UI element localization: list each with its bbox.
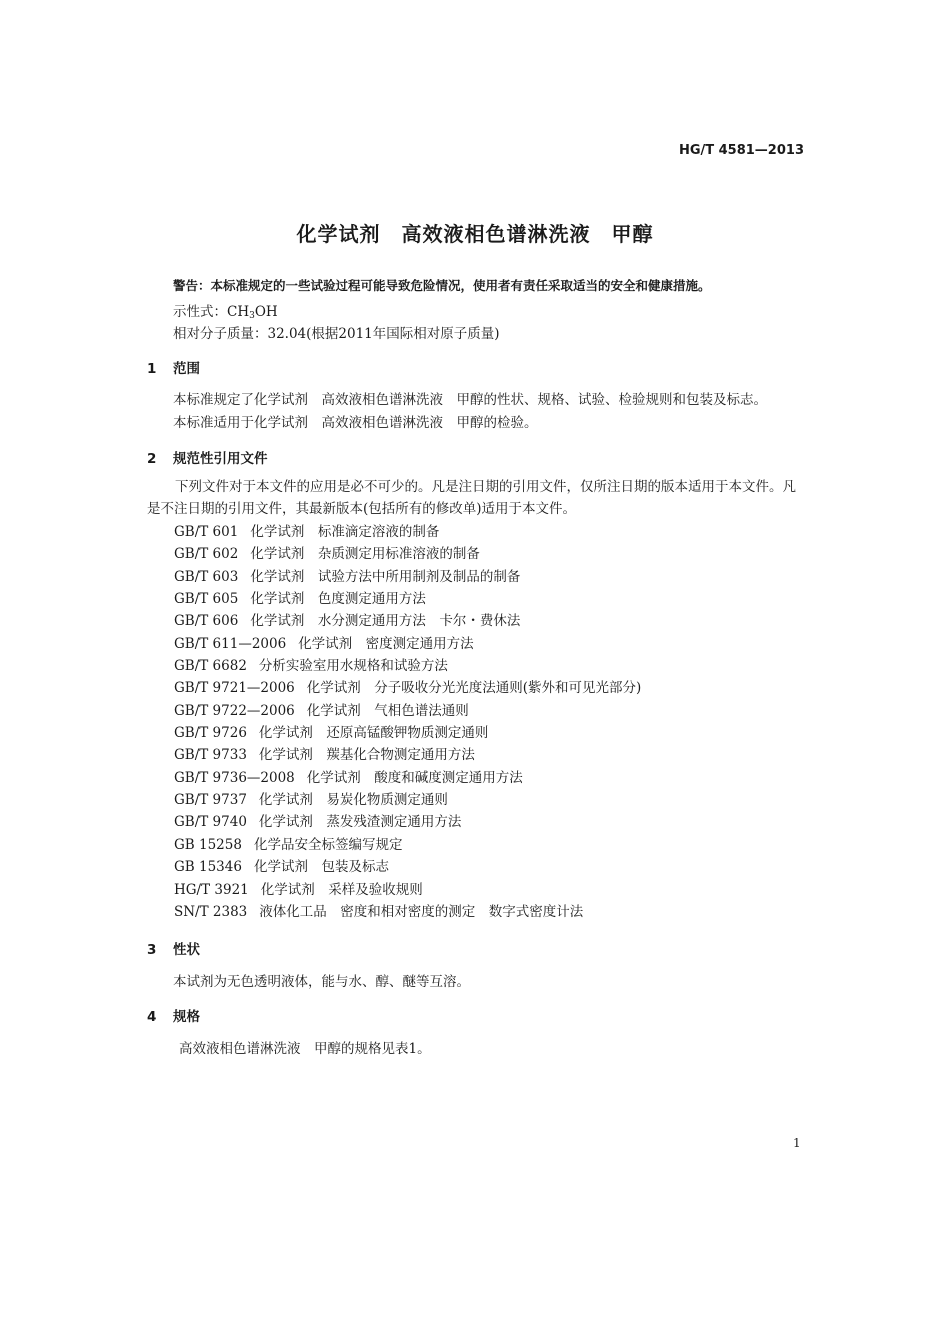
reference-item [174,856,641,878]
structural-formula [173,300,278,321]
reference-item [174,744,641,766]
reference-item [174,610,641,632]
formula-label: 示性式： [173,304,227,320]
section-title: 规格 [173,1009,200,1025]
reference-code: GB/T 9726 [174,725,247,742]
formula-tail: OH [254,304,278,320]
reference-code: GB/T 611—2006 [174,635,287,652]
reference-title: 化学试剂 水分测定通用方法 卡尔・费休法 [250,613,521,630]
reference-code: GB/T 606 [174,613,239,630]
reference-code: GB 15346 [174,859,242,876]
reference-item [174,834,641,856]
reference-code: GB/T 9740 [174,814,247,831]
reference-title: 化学试剂 杂质测定用标准溶液的制备 [250,546,480,563]
reference-title: 化学试剂 酸度和碱度测定通用方法 [306,769,523,786]
reference-item [174,811,641,833]
reference-title: 化学试剂 分子吸收分光光度法通则(紫外和可见光部分) [306,680,642,697]
section-heading-specifications [147,1005,200,1025]
section-title: 性状 [173,942,200,958]
section-number: 3 [147,942,157,958]
reference-title: 化学试剂 试验方法中所用制剂及制品的制备 [250,568,521,585]
section-heading-properties [147,938,200,958]
reference-title: 化学试剂 密度测定通用方法 [298,635,474,652]
reference-title: 化学试剂 还原高锰酸钾物质测定通则 [258,725,489,742]
properties-line: 本试剂为无色透明液体，能与水、醇、醚等互溶。 [173,974,470,990]
document-title: 化学试剂 高效液相色谱淋洗液 甲醇 [296,222,654,246]
reference-item [174,879,641,901]
reference-code: GB/T 601 [174,524,239,540]
reference-code: GB/T 602 [174,546,239,563]
reference-item [174,655,641,677]
section-heading-scope [147,357,200,377]
reference-code: GB/T 9722—2006 [174,702,295,719]
reference-item [174,789,641,811]
reference-code: GB/T 6682 [174,658,247,675]
reference-item [174,901,641,923]
reference-title: 分析实验室用水规格和试验方法 [258,658,448,675]
reference-code: HG/T 3921 [174,881,249,898]
reference-title: 化学试剂 标准滴定溶液的制备 [250,524,440,540]
reference-code: GB/T 605 [174,591,239,608]
reference-title: 化学试剂 气相色谱法通则 [306,702,469,719]
reference-code: GB/T 9736—2008 [174,769,295,786]
reference-item [174,767,641,789]
reference-title: 化学试剂 包装及标志 [253,859,389,876]
section-number: 2 [147,451,157,467]
formula-main: CH [227,304,250,320]
section-number: 1 [147,361,157,377]
formula-subscript: 3 [249,311,255,321]
reference-title: 液体化工品 密度和相对密度的测定 数字式密度计法 [259,903,584,920]
safety-warning: 警告：本标准规定的一些试验过程可能导致危险情况，使用者有责任采取适当的安全和健康措施。 [173,278,711,293]
page-number: 1 [793,1136,801,1150]
reference-title: 化学品安全标签编写规定 [253,836,403,853]
reference-code: GB 15258 [174,836,242,853]
reference-item [174,677,641,699]
scope-line-2: 本标准适用于化学试剂 高效液相色谱淋洗液 甲醇的检验。 [173,415,538,431]
reference-list [174,521,641,923]
reference-title: 化学试剂 采样及验收规则 [260,881,423,898]
standard-code: HG/T 4581—2013 [678,143,804,158]
reference-item [174,588,641,610]
reference-item [174,566,641,588]
reference-title: 化学试剂 色度测定通用方法 [250,591,426,608]
reference-code: GB/T 9721—2006 [174,680,295,697]
reference-item [174,633,641,655]
reference-code: GB/T 603 [174,568,239,585]
reference-title: 化学试剂 羰基化合物测定通用方法 [258,747,475,764]
section-title: 范围 [173,361,200,377]
molar-mass: 相对分子质量：32.04(根据2011年国际相对原子质量) [173,326,500,342]
scope-line-1: 本标准规定了化学试剂 高效液相色谱淋洗液 甲醇的性状、规格、试验、检验规则和包装及标志。 [173,392,767,408]
reference-title: 化学试剂 蒸发残渣测定通用方法 [258,814,462,831]
section-number: 4 [147,1009,157,1025]
reference-code: GB/T 9737 [174,792,247,809]
reference-code: SN/T 2383 [174,903,248,920]
specifications-line: 高效液相色谱淋洗液 甲醇的规格见表1。 [179,1041,431,1057]
reference-item [174,722,641,744]
section-title: 规范性引用文件 [173,451,268,467]
section-heading-normative-references [147,447,268,467]
reference-code: GB/T 9733 [174,747,247,764]
reference-item [174,700,641,722]
reference-item [174,521,641,543]
references-intro: 下列文件对于本文件的应用是必不可少的。凡是注日期的引用文件，仅所注日期的版本适用于本文件。凡是不注日期的引用文件，其最新版本(包括所有的修改单)适用于本文件。 [147,479,796,517]
reference-item [174,543,641,565]
reference-title: 化学试剂 易炭化物质测定通则 [258,792,448,809]
